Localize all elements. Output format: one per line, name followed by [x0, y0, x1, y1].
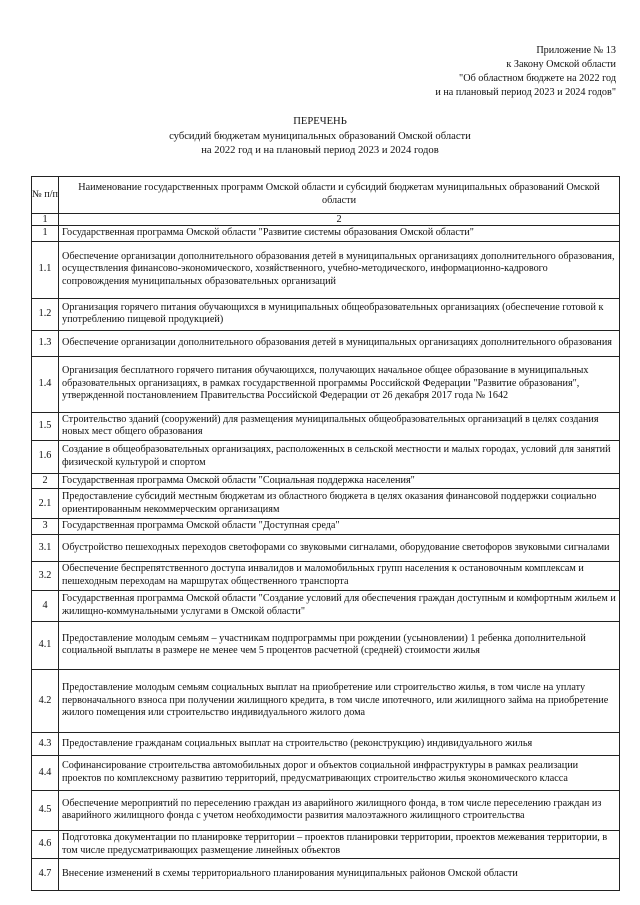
table-row — [32, 669, 620, 732]
row-number: 3.2 — [32, 561, 59, 590]
table-row — [32, 755, 620, 790]
table-row — [32, 830, 620, 858]
row-name: Внесение изменений в схемы территориального планирования муниципальных районов Омской области — [59, 859, 620, 891]
appendix-law-ref: к Закону Омской области — [506, 59, 616, 70]
row-number: 3 — [32, 519, 59, 535]
table-row — [32, 473, 620, 489]
row-number: 1.6 — [32, 440, 59, 473]
row-name: Государственная программа Омской области "Социальная поддержка населения" — [59, 473, 620, 489]
row-number: 4.4 — [32, 755, 59, 790]
title-period: на 2022 год и на плановый период 2023 и 2024 годов — [201, 145, 439, 156]
row-name: Государственная программа Омской области "Доступная среда" — [59, 519, 620, 535]
appendix-number: Приложение № 13 — [536, 45, 616, 56]
row-number: 4.3 — [32, 732, 59, 755]
row-name: Предоставление субсидий местным бюджетам из областного бюджета в целях оказания финансовой поддержки социально ориентированным некоммерческим организациям — [59, 489, 620, 519]
row-number: 1.2 — [32, 298, 59, 330]
subsidy-table-body — [32, 177, 620, 891]
row-number: 1.3 — [32, 330, 59, 356]
row-name: Государственная программа Омской области "Создание условий для обеспечения граждан доступным и комфортным жильем и жилищно-коммунальными услугами в Омской области" — [59, 590, 620, 621]
row-number: 4.7 — [32, 859, 59, 891]
table-row — [32, 241, 620, 298]
header-name: Наименование государственных программ Омской области и субсидий бюджетам муниципальных образований Омской области — [59, 177, 620, 214]
appendix-law-title-1: "Об областном бюджете на 2022 год — [459, 73, 616, 84]
row-number: 4.5 — [32, 790, 59, 830]
table-row — [32, 519, 620, 535]
row-name: Государственная программа Омской области "Развитие системы образования Омской области" — [59, 226, 620, 242]
row-name: Создание в общеобразовательных организациях, расположенных в сельской местности и малых городах, условий для занятий физической культурой и спортом — [59, 440, 620, 473]
table-index-row — [32, 214, 620, 226]
row-number: 2 — [32, 473, 59, 489]
row-number: 2.1 — [32, 489, 59, 519]
row-name: Предоставление молодым семьям социальных выплат на приобретение или строительство жилья, в том числе на уплату первоначального взноса при получении жилищного кредита, в том числе ипотечного, или жилищного займа на приобретение жилого помещения или строительство индивидуального жилого дома — [59, 669, 620, 732]
title-heading: ПЕРЕЧЕНЬ — [293, 116, 347, 127]
row-name: Обеспечение мероприятий по переселению граждан из аварийного жилищного фонда, в том числе переселению граждан из аварийного жилищного фонда с учетом необходимости развития малоэтажного жилищного строительства — [59, 790, 620, 830]
row-name: Обеспечение организации дополнительного образования детей в муниципальных организациях дополнительного образования, осуществления финансово-экономического, хозяйственного, учебно-методического, информационно-кадрового сопровождения муниципальных образовательных организаций — [59, 241, 620, 298]
index-col-2: 2 — [59, 214, 620, 226]
row-name: Организация горячего питания обучающихся в муниципальных общеобразовательных организациях (обеспечение готовой к употреблению пищевой продукцией) — [59, 298, 620, 330]
document-title — [0, 115, 640, 159]
table-row — [32, 534, 620, 561]
table-row — [32, 790, 620, 830]
appendix-law-title-2: и на плановый период 2023 и 2024 годов" — [435, 87, 616, 98]
row-number: 4.6 — [32, 830, 59, 858]
row-name: Строительство зданий (сооружений) для размещения муниципальных общеобразовательных организаций в целях создания новых мест общего образования — [59, 412, 620, 440]
appendix-header — [356, 44, 616, 100]
table-row — [32, 732, 620, 755]
row-number: 3.1 — [32, 534, 59, 561]
row-number: 1.4 — [32, 356, 59, 412]
header-number: № п/п — [32, 177, 59, 214]
subsidy-table — [31, 176, 620, 891]
row-number: 4.1 — [32, 621, 59, 669]
table-row — [32, 590, 620, 621]
table-row — [32, 561, 620, 590]
table-row — [32, 621, 620, 669]
row-name: Софинансирование строительства автомобильных дорог и объектов социальной инфраструктуры в рамках реализации проектов по комплексному развитию территорий, предусматривающих строительство жилья экономического класса — [59, 755, 620, 790]
table-row — [32, 440, 620, 473]
row-name: Обеспечение организации дополнительного образования детей в муниципальных организациях дополнительного образования — [59, 330, 620, 356]
table-row — [32, 489, 620, 519]
row-number: 1 — [32, 226, 59, 242]
row-number: 4.2 — [32, 669, 59, 732]
row-name: Организация бесплатного горячего питания обучающихся, получающих начальное общее образование в муниципальных образовательных организациях, в рамках государственной программы Российской Федерации "Развитие образования", утвержденной постановлением Правительства Российской Федерации от 26 декабря 2017 года № 1642 — [59, 356, 620, 412]
table-row — [32, 412, 620, 440]
table-row — [32, 330, 620, 356]
row-number: 1.5 — [32, 412, 59, 440]
table-row — [32, 298, 620, 330]
table-header-row — [32, 177, 620, 214]
row-name: Подготовка документации по планировке территории – проектов планировки территории, проектов межевания территории, в том числе предусматривающих размещение линейных объектов — [59, 830, 620, 858]
row-name: Обеспечение беспрепятственного доступа инвалидов и маломобильных групп населения к остановочным комплексам и пешеходным переходам на маршрутах общественного транспорта — [59, 561, 620, 590]
title-subject: субсидий бюджетам муниципальных образований Омской области — [169, 130, 471, 142]
row-name: Предоставление гражданам социальных выплат на строительство (реконструкцию) индивидуального жилья — [59, 732, 620, 755]
index-col-1: 1 — [32, 214, 59, 226]
row-name: Предоставление молодым семьям – участникам подпрограммы при рождении (усыновлении) 1 ребенка дополнительной социальной выплаты в размере не менее чем 5 процентов расчетной (средней) стоимости жилья — [59, 621, 620, 669]
row-number: 1.1 — [32, 241, 59, 298]
table-row — [32, 226, 620, 242]
table-row — [32, 356, 620, 412]
row-number: 4 — [32, 590, 59, 621]
table-row — [32, 859, 620, 891]
row-name: Обустройство пешеходных переходов светофорами со звуковыми сигналами, оборудование светофоров звуковыми сигналами — [59, 534, 620, 561]
